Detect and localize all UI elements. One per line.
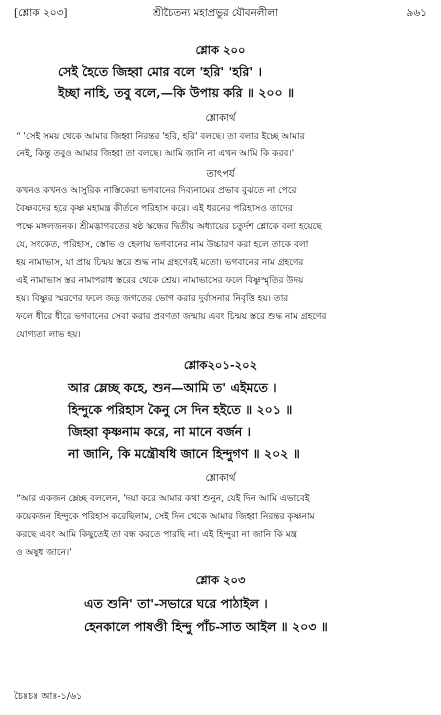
sloka-202-verse-line-1: জিহ্বা কৃষ্ণনাম করে, না মানে বর্জন । bbox=[68, 424, 251, 439]
purport-line-3: পক্ষে মঙ্গলজনক। শ্রীমদ্ভাগবতের ষষ্ঠ স্কন্ধের দ্বিতীয় অধ্যায়ের চতুর্দশ শ্লোকে বলা হয়েছে bbox=[16, 221, 322, 232]
sloka-200-translation-line-1: “ 'সেই সময় থেকে আমার জিহ্বা নিরন্তর 'হরি, হরি' বলছে। তা বলার ইচ্ছে আমার bbox=[16, 131, 305, 142]
header-page-number: ৯৬১ bbox=[406, 7, 427, 19]
header-verse-ref: [শ্লোক ২০৩] bbox=[14, 7, 68, 19]
sloka-201-translation-line-2: কয়েকজন হিন্দুকে পরিহাস করেছিলাম, সেই দিন থেকে আমার জিহ্বা নিরন্তর কৃষ্ণনাম bbox=[16, 511, 315, 522]
purport-line-1: কখনও কখনও আসুরিক নাস্তিকেরা ভগবানের দিব্যনামের প্রভাব বুঝতে না পেরে bbox=[16, 185, 297, 196]
header-book-title: শ্রীচৈতন্য মহাপ্রভুর যৌবনলীলা bbox=[153, 7, 278, 19]
sloka-200-translation-label: শ্লোকার্থ bbox=[205, 113, 236, 124]
sloka-201-translation-line-1: “আর একজন ম্লেচ্ছ বললেন, 'দয়া করে আমার কথা শুনুন, যেই দিন আমি এভাবেই bbox=[16, 493, 310, 504]
sloka-201-verse-line-2: হিন্দুকে পরিহাস কৈনু সে দিন হইতে ॥ ২০১ ॥ bbox=[68, 402, 293, 417]
purport-line-8: ফলে ধীরে ধীরে ভগবানের সেবা করার প্রবণতা জন্মায় এবং চিন্ময় স্তরে শুদ্ধ নাম গ্রহণের bbox=[16, 311, 327, 322]
sloka-203-verse-line-1: এত শুনি' তা'-সভারে ঘরে পাঠাইল । bbox=[84, 596, 268, 611]
purport-line-5: হয় নামাভাস, যা প্রায় চিন্ময় স্তরে শুদ্ধ নাম গ্রহণেরই মতো। ভগবানের নাম গ্রহণের bbox=[16, 257, 304, 268]
sloka-200-heading: শ্লোক ২০০ bbox=[195, 43, 246, 57]
sloka-201-translation-line-4: ও অষুধ জানে।' bbox=[16, 547, 72, 558]
sloka-200-verse-line-2: ইচ্ছা নাহি, তবু বলে,—কি উপায় করি ॥ ২০০ ॥ bbox=[58, 85, 295, 100]
purport-line-6: এই নামাভাস স্তর নামাপরাধ স্তরের থেকে শ্রেয়। নামাভাসের ফলে বিষ্ণুস্মৃতির উদয় bbox=[16, 275, 304, 286]
sloka-201-verse-line-1: আর ম্লেচ্ছ কহে, শুন—আমি ত' এইমতে । bbox=[68, 380, 277, 395]
sloka-200-purport-label: তাৎপর্য bbox=[206, 169, 235, 180]
purport-line-2: বৈষ্ণবদের হরে কৃষ্ণ মহামন্ত্র কীর্তনে পরিহাস করে। এই ধরনের পরিহাসও তাদের bbox=[16, 203, 293, 214]
purport-line-7: হয়। বিষ্ণুর স্মরণের ফলে জড় জগতের ভোগ করার দুর্বাসনার নিবৃত্তি হয়। তার bbox=[16, 293, 289, 304]
sloka-203-heading: শ্লোক ২০৩ bbox=[195, 573, 246, 587]
sloka-201-202-heading: শ্লোক২০১-২০২ bbox=[183, 358, 258, 372]
sloka-203-verse-line-2: হেনকালে পাষণ্ডী হিন্দু পাঁচ-সাত আইল ॥ ২০৩ ॥ bbox=[84, 619, 328, 634]
sloka-200-verse-line-1: সেই হৈতে জিহ্বা মোর বলে 'হরি' 'হরি' । bbox=[58, 64, 262, 79]
sloka-200-translation-line-2: নেই, কিন্তু তবুও আমার জিহ্বা তা বলছে। আমি জানি না এখন আমি কি করব।' bbox=[16, 148, 295, 159]
sloka-201-202-translation-label: শ্লোকার্থ bbox=[205, 473, 236, 484]
sloka-202-verse-line-2: না জানি, কি মন্ত্রৌষধি জানে হিন্দুগণ ॥ ২০২ ॥ bbox=[68, 446, 300, 461]
purport-line-9: যোগ্যতা লাভ হয়। bbox=[16, 329, 81, 340]
sloka-201-translation-line-3: করছে এবং আমি কিছুতেই তা বন্ধ করতে পারছি না। এই হিন্দুরা না জানি কি মন্ত্র bbox=[16, 529, 298, 540]
footer-signature: চৈঃচঃ আঃ-১/৬১ bbox=[14, 691, 83, 702]
purport-line-4: যে, সংকেত, পরিহাস, স্তোভ ও হেলায় ভগবানের নাম উচ্চারণ করা হলে তাকে বলা bbox=[16, 239, 309, 250]
